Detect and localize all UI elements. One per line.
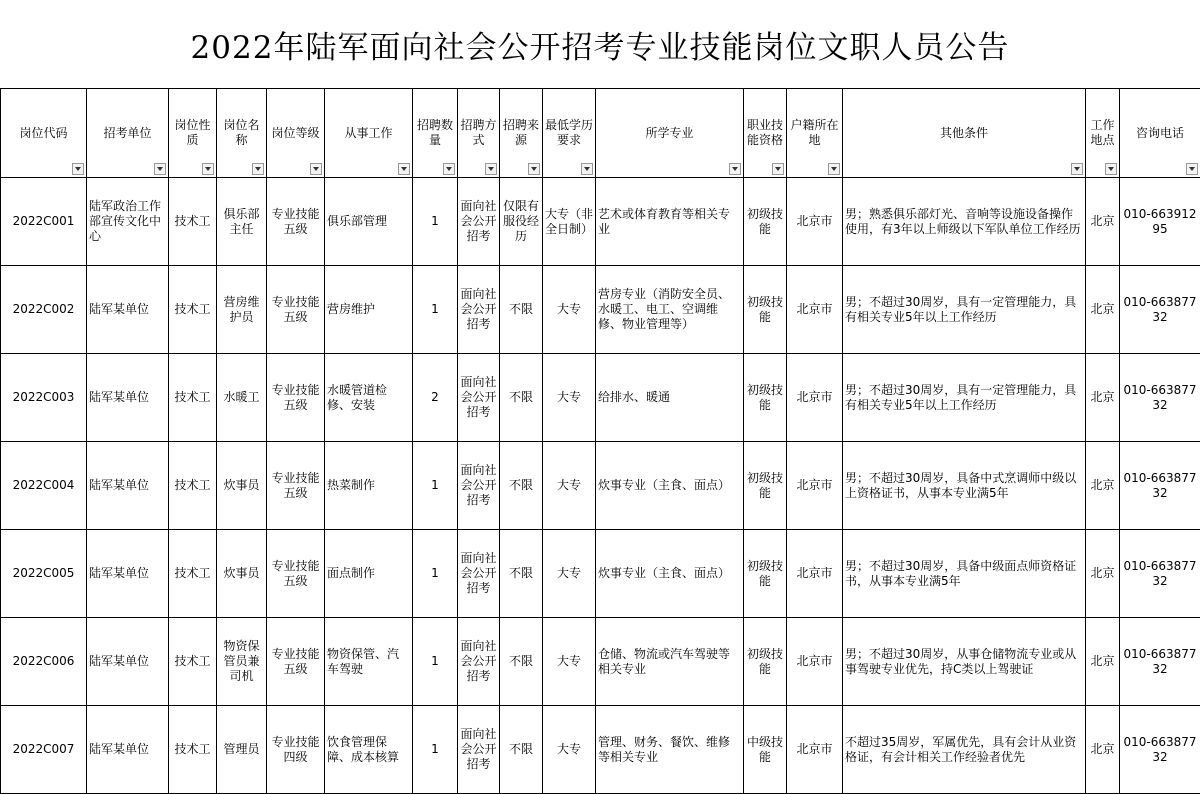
column-header-label: 岗位名称	[223, 118, 260, 147]
cell-post-nature: 技术工	[169, 442, 217, 530]
column-header-label: 招聘来源	[502, 118, 539, 147]
filter-dropdown-icon[interactable]	[581, 163, 593, 175]
column-header-label: 岗位等级	[271, 125, 320, 140]
filter-dropdown-icon[interactable]	[72, 163, 84, 175]
cell-min-education: 大专	[543, 442, 596, 530]
cell-post-nature: 技术工	[169, 706, 217, 794]
column-header-label: 户籍所在地	[790, 118, 839, 147]
column-header-label: 最低学历要求	[545, 118, 594, 147]
filter-dropdown-icon[interactable]	[528, 163, 540, 175]
filter-dropdown-icon[interactable]	[772, 163, 784, 175]
cell-household-registration: 北京市	[787, 618, 843, 706]
cell-recruiting-unit: 陆军某单位	[87, 354, 169, 442]
cell-quantity: 1	[413, 266, 458, 354]
filter-dropdown-icon[interactable]	[398, 163, 410, 175]
cell-post-code: 2022C007	[1, 706, 87, 794]
column-header-label: 岗位性质	[174, 118, 211, 147]
cell-contact-phone: 010-66387732	[1120, 442, 1200, 530]
filter-dropdown-icon[interactable]	[252, 163, 264, 175]
column-header-label: 招聘数量	[416, 118, 453, 147]
cell-work-content: 水暖管道检修、安装	[325, 354, 413, 442]
cell-min-education: 大专	[543, 706, 596, 794]
cell-post-level: 专业技能五级	[267, 178, 325, 266]
cell-skill-qualification: 中级技能	[744, 706, 787, 794]
cell-major: 管理、财务、餐饮、维修等相关专业	[596, 706, 744, 794]
cell-work-location: 北京	[1086, 618, 1120, 706]
cell-post-name: 物资保管员兼司机	[217, 618, 267, 706]
cell-post-level: 专业技能五级	[267, 354, 325, 442]
filter-dropdown-icon[interactable]	[828, 163, 840, 175]
table-row	[1, 178, 1200, 266]
filter-dropdown-icon[interactable]	[154, 163, 166, 175]
cell-min-education: 大专	[543, 354, 596, 442]
cell-recruit-source: 仅限有服役经历	[500, 178, 543, 266]
cell-recruit-source: 不限	[500, 354, 543, 442]
cell-contact-phone: 010-66387732	[1120, 354, 1200, 442]
cell-recruit-source: 不限	[500, 266, 543, 354]
cell-work-location: 北京	[1086, 266, 1120, 354]
column-header-recruit-source	[500, 89, 543, 178]
cell-skill-qualification: 初级技能	[744, 178, 787, 266]
cell-recruiting-unit: 陆军某单位	[87, 618, 169, 706]
cell-post-code: 2022C001	[1, 178, 87, 266]
cell-other-conditions: 男；不超过30周岁，具备中式烹调师中级以上资格证书，从事本专业满5年	[843, 442, 1086, 530]
cell-post-code: 2022C005	[1, 530, 87, 618]
cell-post-nature: 技术工	[169, 354, 217, 442]
cell-recruit-source: 不限	[500, 706, 543, 794]
cell-post-name: 管理员	[217, 706, 267, 794]
cell-work-location: 北京	[1086, 354, 1120, 442]
column-header-household-registration	[787, 89, 843, 178]
column-header-label: 岗位代码	[19, 125, 68, 140]
cell-major: 仓储、物流或汽车驾驶等相关专业	[596, 618, 744, 706]
column-header-post-name	[217, 89, 267, 178]
cell-skill-qualification: 初级技能	[744, 266, 787, 354]
cell-work-content: 俱乐部管理	[325, 178, 413, 266]
cell-recruit-method: 面向社会公开招考	[458, 706, 500, 794]
column-header-min-education	[543, 89, 596, 178]
cell-post-level: 专业技能五级	[267, 530, 325, 618]
cell-other-conditions: 男；不超过30周岁，具备中级面点师资格证书，从事本专业满5年	[843, 530, 1086, 618]
cell-post-code: 2022C003	[1, 354, 87, 442]
cell-major: 给排水、暖通	[596, 354, 744, 442]
cell-other-conditions: 不超过35周岁，军属优先，具有会计从业资格证，有会计相关工作经验者优先	[843, 706, 1086, 794]
column-header-other-conditions	[843, 89, 1086, 178]
cell-min-education: 大专	[543, 618, 596, 706]
cell-work-content: 营房维护	[325, 266, 413, 354]
column-header-contact-phone	[1120, 89, 1200, 178]
cell-contact-phone: 010-66387732	[1120, 618, 1200, 706]
cell-contact-phone: 010-66391295	[1120, 178, 1200, 266]
cell-post-name: 俱乐部主任	[217, 178, 267, 266]
cell-household-registration: 北京市	[787, 354, 843, 442]
cell-other-conditions: 男；不超过30周岁，从事仓储物流专业或从事驾驶专业优先，持C类以上驾驶证	[843, 618, 1086, 706]
column-header-quantity	[413, 89, 458, 178]
cell-post-name: 炊事员	[217, 442, 267, 530]
cell-household-registration: 北京市	[787, 706, 843, 794]
column-header-work-location	[1086, 89, 1120, 178]
cell-work-location: 北京	[1086, 442, 1120, 530]
cell-work-location: 北京	[1086, 706, 1120, 794]
page-title: 2022年陆军面向社会公开招考专业技能岗位文职人员公告	[190, 29, 1010, 66]
cell-skill-qualification: 初级技能	[744, 442, 787, 530]
cell-quantity: 1	[413, 706, 458, 794]
column-header-post-code	[1, 89, 87, 178]
cell-work-content: 饮食管理保障、成本核算	[325, 706, 413, 794]
cell-recruiting-unit: 陆军某单位	[87, 266, 169, 354]
cell-work-location: 北京	[1086, 178, 1120, 266]
column-header-label: 招考单位	[103, 125, 152, 140]
filter-dropdown-icon[interactable]	[202, 163, 214, 175]
cell-skill-qualification: 初级技能	[744, 530, 787, 618]
column-header-recruit-method	[458, 89, 500, 178]
cell-recruit-method: 面向社会公开招考	[458, 442, 500, 530]
column-header-post-nature	[169, 89, 217, 178]
cell-recruit-method: 面向社会公开招考	[458, 178, 500, 266]
column-header-label: 工作地点	[1090, 118, 1115, 147]
cell-contact-phone: 010-66387732	[1120, 266, 1200, 354]
cell-post-level: 专业技能五级	[267, 266, 325, 354]
table-row	[1, 442, 1200, 530]
column-header-label: 从事工作	[344, 125, 393, 140]
cell-other-conditions: 男；不超过30周岁，具有一定管理能力，具有相关专业5年以上工作经历	[843, 354, 1086, 442]
column-header-post-level	[267, 89, 325, 178]
cell-recruiting-unit: 陆军某单位	[87, 530, 169, 618]
cell-work-location: 北京	[1086, 530, 1120, 618]
header-row	[1, 89, 1200, 178]
table-row	[1, 354, 1200, 442]
cell-household-registration: 北京市	[787, 178, 843, 266]
cell-household-registration: 北京市	[787, 530, 843, 618]
cell-post-level: 专业技能五级	[267, 442, 325, 530]
cell-major: 炊事专业（主食、面点）	[596, 530, 744, 618]
filter-dropdown-icon[interactable]	[485, 163, 497, 175]
cell-post-level: 专业技能五级	[267, 618, 325, 706]
cell-recruiting-unit: 陆军政治工作部宣传文化中心	[87, 178, 169, 266]
cell-recruit-method: 面向社会公开招考	[458, 354, 500, 442]
cell-household-registration: 北京市	[787, 266, 843, 354]
cell-min-education: 大专	[543, 266, 596, 354]
column-header-label: 咨询电话	[1135, 125, 1184, 140]
cell-post-nature: 技术工	[169, 618, 217, 706]
table-row	[1, 706, 1200, 794]
cell-skill-qualification: 初级技能	[744, 354, 787, 442]
cell-post-name: 炊事员	[217, 530, 267, 618]
positions-table	[0, 88, 1200, 794]
cell-post-code: 2022C006	[1, 618, 87, 706]
cell-work-content: 面点制作	[325, 530, 413, 618]
cell-recruiting-unit: 陆军某单位	[87, 442, 169, 530]
cell-work-content: 热菜制作	[325, 442, 413, 530]
cell-recruiting-unit: 陆军某单位	[87, 706, 169, 794]
cell-post-code: 2022C002	[1, 266, 87, 354]
cell-quantity: 1	[413, 618, 458, 706]
filter-dropdown-icon[interactable]	[310, 163, 322, 175]
filter-dropdown-icon[interactable]	[443, 163, 455, 175]
cell-post-nature: 技术工	[169, 266, 217, 354]
cell-post-name: 水暖工	[217, 354, 267, 442]
filter-dropdown-icon[interactable]	[1071, 163, 1083, 175]
cell-recruit-source: 不限	[500, 530, 543, 618]
column-header-label: 招聘方式	[460, 118, 497, 147]
cell-quantity: 1	[413, 442, 458, 530]
cell-other-conditions: 男；熟悉俱乐部灯光、音响等设施设备操作使用，有3年以上师级以下军队单位工作经历	[843, 178, 1086, 266]
table-row	[1, 266, 1200, 354]
cell-min-education: 大专	[543, 530, 596, 618]
column-header-label: 职业技能资格	[746, 118, 783, 147]
filter-dropdown-icon[interactable]	[1186, 163, 1198, 175]
column-header-work-content	[325, 89, 413, 178]
cell-recruit-method: 面向社会公开招考	[458, 618, 500, 706]
cell-post-code: 2022C004	[1, 442, 87, 530]
column-header-major	[596, 89, 744, 178]
cell-quantity: 1	[413, 530, 458, 618]
filter-dropdown-icon[interactable]	[729, 163, 741, 175]
cell-contact-phone: 010-66387732	[1120, 706, 1200, 794]
table-row	[1, 530, 1200, 618]
column-header-label: 其他条件	[939, 125, 988, 140]
cell-recruit-method: 面向社会公开招考	[458, 530, 500, 618]
cell-post-nature: 技术工	[169, 178, 217, 266]
cell-quantity: 1	[413, 178, 458, 266]
cell-recruit-source: 不限	[500, 618, 543, 706]
cell-post-nature: 技术工	[169, 530, 217, 618]
cell-household-registration: 北京市	[787, 442, 843, 530]
filter-dropdown-icon[interactable]	[1105, 163, 1117, 175]
cell-major: 炊事专业（主食、面点）	[596, 442, 744, 530]
cell-other-conditions: 男；不超过30周岁，具有一定管理能力，具有相关专业5年以上工作经历	[843, 266, 1086, 354]
cell-skill-qualification: 初级技能	[744, 618, 787, 706]
cell-major: 营房专业（消防安全员、水暖工、电工、空调维修、物业管理等）	[596, 266, 744, 354]
column-header-recruiting-unit	[87, 89, 169, 178]
cell-recruit-source: 不限	[500, 442, 543, 530]
column-header-label: 所学专业	[645, 125, 694, 140]
table-row	[1, 618, 1200, 706]
cell-post-name: 营房维护员	[217, 266, 267, 354]
cell-major: 艺术或体育教育等相关专业	[596, 178, 744, 266]
cell-min-education: 大专（非全日制）	[543, 178, 596, 266]
cell-post-level: 专业技能四级	[267, 706, 325, 794]
cell-work-content: 物资保管、汽车驾驶	[325, 618, 413, 706]
cell-recruit-method: 面向社会公开招考	[458, 266, 500, 354]
cell-quantity: 2	[413, 354, 458, 442]
cell-contact-phone: 010-66387732	[1120, 530, 1200, 618]
column-header-skill-qualification	[744, 89, 787, 178]
